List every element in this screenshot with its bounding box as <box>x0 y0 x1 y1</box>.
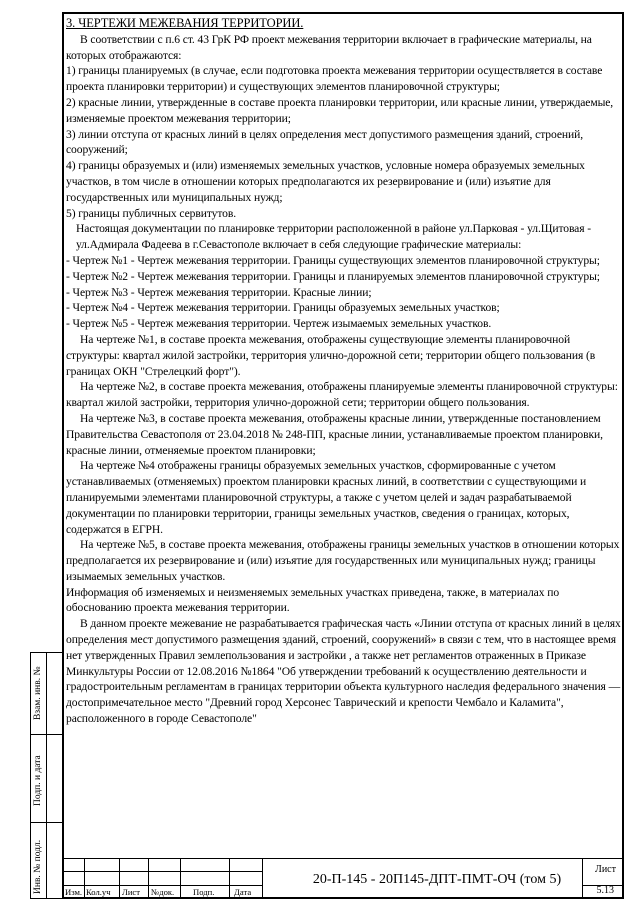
list-item: 5) границы публичных сервитутов. <box>66 206 237 220</box>
document-body <box>66 16 622 856</box>
document-code: 20-П-145 - 20П145-ДПТ-ПМТ-ОЧ (том 5) <box>312 872 562 887</box>
column-label: Подп. <box>193 887 215 897</box>
side-label-signature-date: Подп. и дата <box>33 755 43 806</box>
side-label-inventory-number: Инв. № подл. <box>33 839 43 894</box>
paragraph: В данном проекте межевание не разрабатывается графическая часть «Линии отступа от красных линий в целях определения мест допустимого размещения зданий, строений, сооружений» в связи с тем, что в настоящее время нет утвержденных Правил землепользования и застройки , а также нет регламентов отраженных в Приказе Минкультуры России от 12.08.2016 №1864 "Об утверждении требований к осуществлению деятельности и градостроительным регламентам в границах территории объекта культурного наследия федерального значения — достопримечательное место "Древний город Херсонес Таврический и крепости Чембало и Каламита", расположенного в городе Севастополе" <box>66 617 621 726</box>
paragraph: На чертеже №3, в составе проекта межевания, отображены красные линии, утвержденные постановлением Правительства Севастополя от 23.04.2018 № 248-ПП, красные линии, устанавливаемые проектом планировки, красные линии, отменяемые проектом планировки; <box>66 411 603 457</box>
column-label: Изм. <box>65 887 83 897</box>
drawing-list-item: - Чертеж №3 - Чертеж межевания территории. Красные линии; <box>66 285 372 299</box>
side-label-replacement: Взам. инв. № <box>33 666 43 720</box>
list-item: 1) границы планируемых (в случае, если подготовка проекта межевания территории осуществляется в составе проекта планировки территории) и существующих элементов планировочной структуры; <box>66 64 603 94</box>
section-heading: 3. ЧЕРТЕЖИ МЕЖЕВАНИЯ ТЕРРИТОРИИ. <box>66 16 304 30</box>
paragraph: На чертеже №1, в составе проекта межевания, отображены существующие элементы планировочной структуры: квартал жилой застройки, территория улично-дорожной сети; территории общего пользования (в границах ОКН "Стрелецкий форт"). <box>66 332 596 378</box>
paragraph: В соответствии с п.6 ст. 43 ГрК РФ проект межевания территории включает в графические материалы, на которых отображаются: <box>66 32 592 62</box>
paragraph: На чертеже №2, в составе проекта межевания, отображены планируемые элементы планировочной структуры: квартал жилой застройки, территория улично-дорожной сети; территории общего пользования. <box>66 380 618 410</box>
drawing-list-item: - Чертеж №4 - Чертеж межевания территории. Границы образуемых земельных участков; <box>66 301 500 315</box>
paragraph: На чертеже №5, в составе проекта межевания, отображены границы земельных участков в отношении которых предполагается их резервирование и (или) изъятие для государственных или муниципальных нужд; границы изымаемых земельных участков. <box>66 538 620 583</box>
list-item: 3) линии отступа от красных линий в целях определения мест допустимого размещения зданий, строений, сооружений; <box>66 127 583 157</box>
drawing-list-item: - Чертеж №1 - Чертеж межевания территории. Границы существующих элементов планировочной структуры; <box>66 253 600 267</box>
column-label: Кол.уч <box>86 887 111 897</box>
sheet-label: Лист <box>595 864 616 875</box>
column-label: Дата <box>234 887 252 897</box>
sheet-number: 5.13 <box>596 885 614 896</box>
drawing-list-item: - Чертеж №2 - Чертеж межевания территории. Границы и планируемых элементов планировочной структуры; <box>66 269 600 283</box>
list-item: 4) границы образуемых и (или) изменяемых земельных участков, условные номера образуемых земельных участков, в том числе в отношении которых предполагаются их резервирование и (или) изъятие для государственных или муниципальных нужд; <box>66 159 585 204</box>
column-label: Лист <box>122 887 140 897</box>
title-block <box>62 858 624 899</box>
paragraph: Информация об изменяемых и неизменяемых земельных участках приведена, также, в материалах по обоснованию проекта межевания территории. <box>66 585 560 615</box>
paragraph: Настоящая документации по планировке территории расположенной в районе ул.Парковая - ул.Щитовая - ул.Адмирала Фадеева в г.Севастополе включает в себя следующие графические материалы: <box>76 222 592 252</box>
column-label: №док. <box>151 887 175 897</box>
drawing-list-item: - Чертеж №5 - Чертеж межевания территории. Чертеж изымаемых земельных участков. <box>66 317 492 331</box>
paragraph: На чертеже №4 отображены границы образуемых земельных участков, сформированные с учетом устанавливаемых (отменяемых) проектом планировки красных линий, в соответствии с существующими и планируемыми элементами планировочной структуры, а также с учетом целей и задач разрабатываемой документации по планировки территории, границы земельных участков, сведения о границах, которых, содержатся в ЕГРН. <box>66 459 587 536</box>
list-item: 2) красные линии, утвержденные в составе проекта планировки территории, или красные линии, утверждаемые, изменяемые проектом межевания территории; <box>66 95 614 125</box>
